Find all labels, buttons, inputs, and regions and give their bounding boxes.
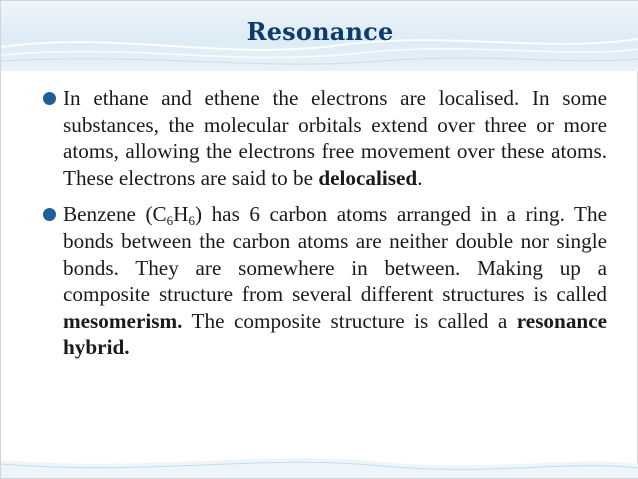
- bold-term-mesomerism: mesomerism.: [63, 308, 183, 333]
- bullet-list: [45, 85, 607, 361]
- footer-wave-decoration: [1, 438, 638, 478]
- bullet-dot-icon: [43, 208, 56, 221]
- formula-hydrogen: H: [173, 202, 189, 227]
- subscript-hydrogen-count: 6: [188, 213, 195, 229]
- slide-title: Resonance: [246, 17, 394, 46]
- bullet-text: Benzene (C: [63, 202, 167, 227]
- bullet-item-resonance-intro: [45, 85, 607, 191]
- bullet-dot-icon: [43, 92, 56, 105]
- bullet-text-continued: ) has 6 carbon atoms arranged in a ring. The bonds between the carbon atoms are neither double nor single bonds. They are somewhere in between. Making up a composite structure from several different structures is called: [63, 202, 607, 307]
- subscript-carbon-count: 6: [166, 213, 174, 229]
- bullet-text-continued-2: The composite structure is called a: [182, 308, 517, 333]
- bold-term-resonance-hybrid: resonance hybrid.: [63, 308, 607, 360]
- bullet-text: In ethane and ethene the electrons are localised. In some substances, the molecular orbitals extend over three or more atoms, allowing the electrons free movement over these atoms. These electrons are said to be: [63, 86, 607, 190]
- bullet-item-benzene: [45, 201, 607, 361]
- bold-term-delocalised: delocalised: [318, 165, 418, 190]
- bullet-text-end: .: [417, 165, 423, 190]
